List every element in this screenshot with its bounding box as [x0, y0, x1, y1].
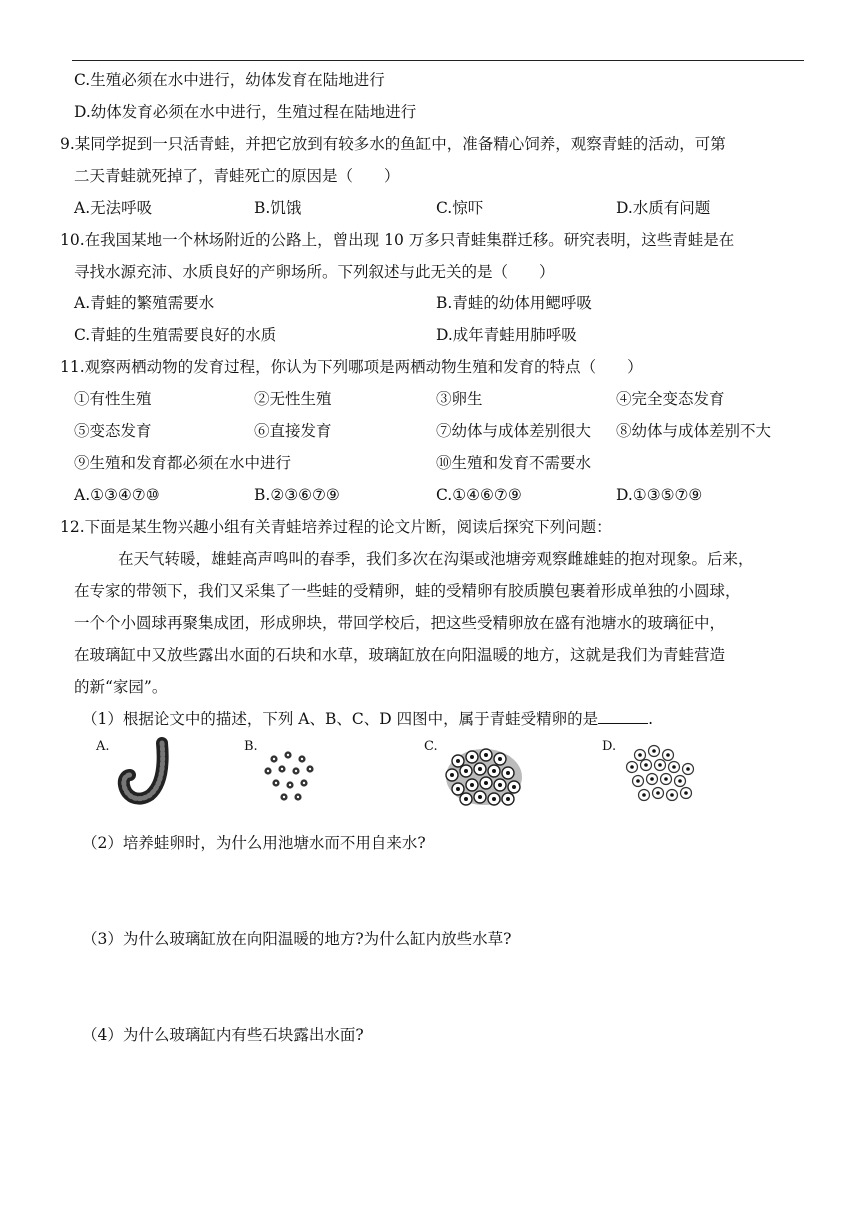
q11-item-1: ①有性生殖 — [74, 390, 152, 408]
q12-para-line5: 的新“家园”。 — [74, 678, 168, 696]
q11-item-3: ③卵生 — [436, 390, 483, 408]
figure-d-label: D. — [602, 739, 617, 754]
figure-c-label: C. — [424, 739, 438, 754]
q12-para-line2: 在专家的带领下，我们又采集了一些蛙的受精卵，蛙的受精卵有胶质膜包裹着形成单独的小圆球， — [74, 582, 741, 600]
q8-option-d: D.幼体发育必须在水中进行，生殖过程在陆地进行 — [74, 103, 417, 121]
q12-sub1-text: （1）根据论文中的描述，下列 A、B、C、D 四图中，属于青蛙受精卵的是 — [82, 710, 599, 728]
q11-items-row2 — [74, 420, 814, 442]
q10-option-b: B.青蛙的幼体用鳃呼吸 — [436, 294, 592, 312]
q11-item-9: ⑨生殖和发育都必须在水中进行 — [74, 454, 292, 472]
q9-options — [74, 197, 814, 219]
q9-option-b: B.饥饿 — [254, 199, 302, 217]
q9-option-c: C.惊吓 — [436, 199, 484, 217]
q11-option-d: D.①③⑤⑦⑨ — [616, 486, 703, 504]
q12-sub3: （3）为什么玻璃缸放在向阳温暖的地方?为什么缸内放些水草? — [82, 930, 512, 948]
q12-sub2: （2）培养蛙卵时，为什么用池塘水而不用自来水? — [82, 834, 426, 852]
egg-figures — [92, 735, 712, 815]
q12-sub4: （4）为什么玻璃缸内有些石块露出水面? — [82, 1026, 364, 1044]
q11-item-4: ④完全变态发育 — [616, 390, 725, 408]
q11-item-5: ⑤变态发育 — [74, 422, 152, 440]
q8-option-c: C.生殖必须在水中进行，幼体发育在陆地进行 — [74, 71, 385, 89]
header-rule — [72, 60, 804, 61]
q9-option-d: D.水质有问题 — [616, 199, 711, 217]
egg-strand-image — [92, 735, 212, 811]
q10-options-row1 — [74, 292, 814, 314]
q11-option-a: A.①③④⑦⑩ — [74, 486, 160, 504]
scattered-eggs-image — [242, 735, 352, 811]
q11-item-10: ⑩生殖和发育不需要水 — [436, 454, 592, 472]
q11-option-c: C.①④⑥⑦⑨ — [436, 486, 522, 504]
figure-a-label: A. — [96, 739, 110, 754]
q11-item-6: ⑥直接发育 — [254, 422, 332, 440]
q12-stem: 12.下面是某生物兴趣小组有关青蛙培养过程的论文片断，阅读后探究下列问题： — [60, 518, 612, 536]
q10-stem-line1: 10.在我国某地一个林场附近的公路上，曾出现 10 万多只青蛙集群迁移。研究表明，这些青蛙是在 — [60, 231, 735, 249]
figure-a — [92, 735, 212, 811]
q10-option-c: C.青蛙的生殖需要良好的水质 — [74, 326, 277, 344]
q9-stem-line1: 9.某同学捉到一只活青蛙，并把它放到有较多水的鱼缸中，准备精心饲养，观察青蛙的活动，可第 — [60, 135, 726, 153]
egg-mass-image — [600, 735, 710, 815]
q10-options-row2 — [74, 324, 814, 346]
q11-option-b: B.②③⑥⑦⑨ — [254, 486, 340, 504]
figure-b-label: B. — [244, 739, 258, 754]
clustered-eggs-image — [422, 735, 542, 815]
q11-items-row1 — [74, 388, 814, 410]
q11-stem: 11.观察两栖动物的发育过程，你认为下列哪项是两栖动物生殖和发育的特点（ ） — [60, 358, 643, 376]
figure-d — [600, 735, 710, 815]
q12-para-line3: 一个个小圆球再聚集成团，形成卵块，带回学校后，把这些受精卵放在盛有池塘水的玻璃征中， — [74, 614, 726, 632]
q11-item-7: ⑦幼体与成体差别很大 — [436, 422, 592, 440]
answer-blank[interactable] — [598, 709, 648, 724]
q12-sub1 — [82, 708, 653, 730]
q12-sub1-end: . — [648, 710, 654, 728]
q12-para-line4: 在玻璃缸中又放些露出水面的石块和水草，玻璃缸放在向阳温暖的地方，这就是我们为青蛙营造 — [74, 646, 726, 664]
q11-item-8: ⑧幼体与成体差别不大 — [616, 422, 772, 440]
figure-c — [422, 735, 542, 815]
q10-stem-line2: 寻找水源充沛、水质良好的产卵场所。下列叙述与此无关的是（ ） — [74, 263, 555, 281]
q9-stem-line2: 二天青蛙就死掉了，青蛙死亡的原因是（ ） — [74, 167, 400, 185]
q11-item-2: ②无性生殖 — [254, 390, 332, 408]
q11-items-row3 — [74, 452, 814, 474]
figure-b — [242, 735, 352, 811]
q9-option-a: A.无法呼吸 — [74, 199, 153, 217]
q12-para-line1: 在天气转暖，雄蛙高声鸣叫的春季，我们多次在沟渠或池塘旁观察雌雄蛙的抱对现象。后来， — [118, 550, 754, 568]
q11-options — [74, 484, 814, 506]
q10-option-a: A.青蛙的繁殖需要水 — [74, 294, 215, 312]
q10-option-d: D.成年青蛙用肺呼吸 — [436, 326, 577, 344]
